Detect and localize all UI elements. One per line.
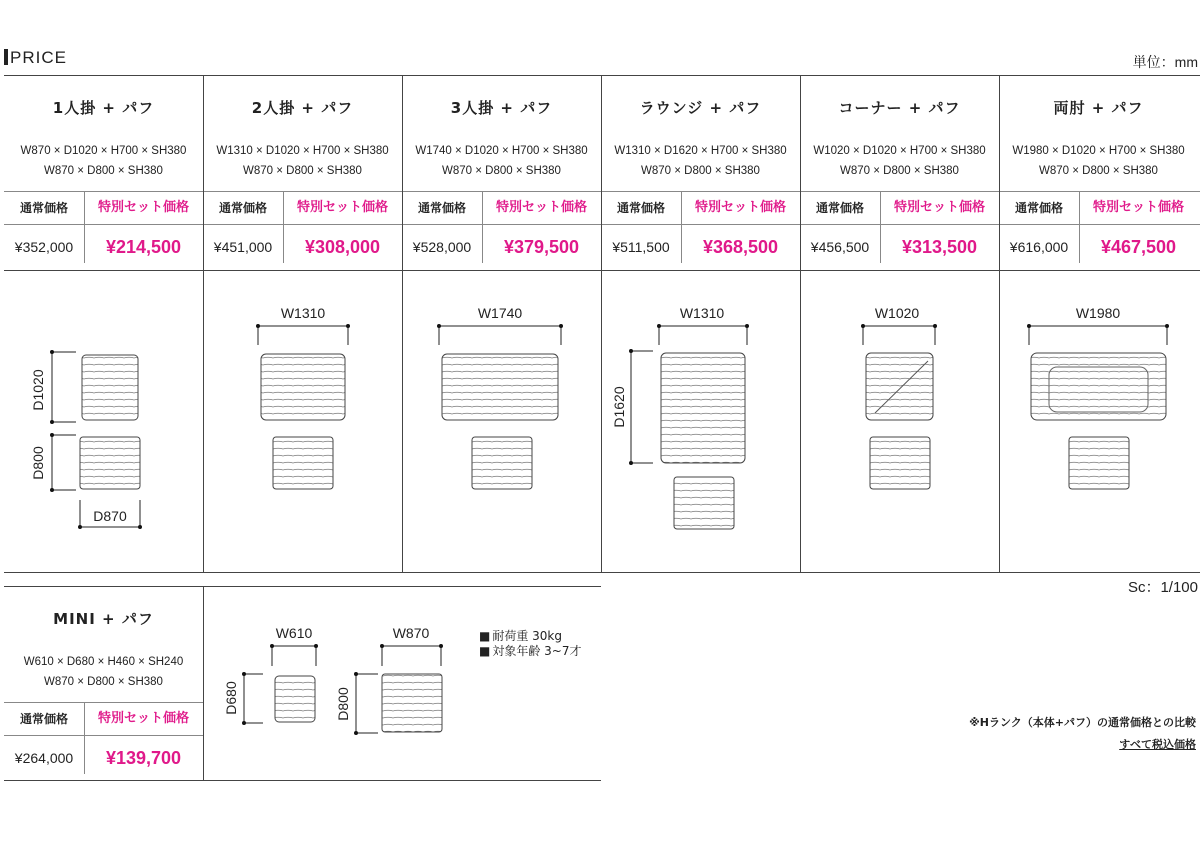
regular-price-label: 通常価格	[1014, 201, 1063, 215]
page-title: PRICE	[4, 48, 67, 68]
depth-label-sofa: D1020	[30, 369, 46, 411]
model-column-2p	[203, 75, 402, 572]
width-label-puff: D870	[93, 508, 127, 524]
spec-age: ■ 対象年齢 3~7才	[479, 644, 581, 659]
sofa-both-arms-drawing	[999, 275, 1198, 572]
model-column-both-arms	[999, 75, 1198, 572]
model-name: コーナー + パフ	[838, 99, 961, 117]
sofa-3p-drawing	[402, 275, 601, 572]
model-name: 3人掛 + パフ	[450, 99, 553, 117]
unit-label: 単位：mm	[1132, 54, 1198, 70]
depth-label-puff: D800	[30, 446, 46, 480]
mini-table-bottom	[4, 780, 601, 781]
regular-price-label: 通常価格	[417, 201, 466, 215]
model-column-lounge	[601, 75, 800, 572]
model-name: 1人掛 + パフ	[52, 99, 155, 117]
sofa-lounge-drawing	[601, 275, 800, 572]
model-name: 両肘 + パフ	[1053, 99, 1144, 117]
model-column-3p	[402, 75, 601, 572]
special-price: ¥467,500	[1100, 237, 1177, 257]
width-label: W1020	[874, 305, 920, 321]
width-label: W1980	[1075, 305, 1121, 321]
tax-note: すべて税込価格	[1119, 738, 1196, 751]
model-column-corner	[800, 75, 999, 572]
special-price-label: 特別セット価格	[893, 200, 985, 215]
mini-specs	[479, 629, 581, 659]
regular-price-label: 通常価格	[19, 712, 68, 726]
depth-label: D1620	[611, 386, 627, 428]
special-price-label: 特別セット価格	[97, 711, 189, 726]
model-name: MINI + パフ	[53, 610, 154, 628]
regular-price: ¥352,000	[14, 239, 74, 255]
special-price: ¥214,500	[105, 237, 182, 257]
regular-price: ¥616,000	[1009, 239, 1069, 255]
mini-depth-label: D680	[223, 681, 239, 715]
special-price: ¥379,500	[503, 237, 580, 257]
puff-depth-label: D800	[335, 687, 351, 721]
table-bottom-border	[4, 572, 1200, 573]
model-column-1p	[4, 75, 203, 572]
special-price-label: 特別セット価格	[495, 200, 587, 215]
regular-price: ¥511,500	[612, 239, 670, 255]
regular-price-label: 通常価格	[815, 201, 864, 215]
regular-price: ¥528,000	[412, 239, 472, 255]
model-dimensions: W1310 × D1020 × H700 × SH380 W870 × D800 × SH380	[216, 145, 389, 177]
regular-price: ¥264,000	[14, 750, 74, 766]
comparison-note: ※Hランク（本体+パフ）の通常価格との比較	[969, 716, 1196, 729]
special-price: ¥313,500	[901, 237, 978, 257]
model-dimensions: W610 × D680 × H460 × SH240 W870 × D800 × SH380	[23, 656, 184, 688]
special-price: ¥308,000	[304, 237, 381, 257]
special-price-label: 特別セット価格	[97, 200, 189, 215]
special-price-label: 特別セット価格	[1092, 200, 1184, 215]
sofa-corner-drawing	[800, 275, 999, 572]
model-dimensions: W1980 × D1020 × H700 × SH380 W870 × D800 × SH380	[1012, 145, 1185, 177]
model-dimensions: W1310 × D1620 × H700 × SH380 W870 × D800 × SH380	[614, 145, 787, 177]
model-name: ラウンジ + パフ	[639, 99, 762, 117]
width-label: W1310	[280, 305, 326, 321]
puff-width-label: W870	[392, 625, 430, 641]
special-price: ¥139,700	[105, 748, 182, 768]
scale-label: Sc：1/100	[1127, 579, 1198, 596]
special-price-label: 特別セット価格	[694, 200, 786, 215]
model-dimensions: W870 × D1020 × H700 × SH380 W870 × D800 × SH380	[20, 145, 187, 177]
regular-price: ¥456,500	[810, 239, 870, 255]
regular-price-label: 通常価格	[218, 201, 267, 215]
model-column-mini	[4, 586, 203, 780]
mini-width-label: W610	[275, 625, 313, 641]
special-price: ¥368,500	[702, 237, 779, 257]
mini-drawing	[203, 586, 473, 780]
regular-price: ¥451,000	[213, 239, 273, 255]
sofa-2p-drawing	[203, 275, 402, 572]
spec-load: ■ 耐荷重 30kg	[479, 629, 581, 644]
width-label: W1740	[477, 305, 523, 321]
model-dimensions: W1020 × D1020 × H700 × SH380 W870 × D800 × SH380	[813, 145, 986, 177]
regular-price-label: 通常価格	[19, 201, 68, 215]
model-name: 2人掛 + パフ	[251, 99, 354, 117]
model-dimensions: W1740 × D1020 × H700 × SH380 W870 × D800 × SH380	[415, 145, 588, 177]
width-label: W1310	[679, 305, 725, 321]
regular-price-label: 通常価格	[616, 201, 665, 215]
special-price-label: 特別セット価格	[296, 200, 388, 215]
sofa-1p-drawing	[4, 275, 203, 572]
